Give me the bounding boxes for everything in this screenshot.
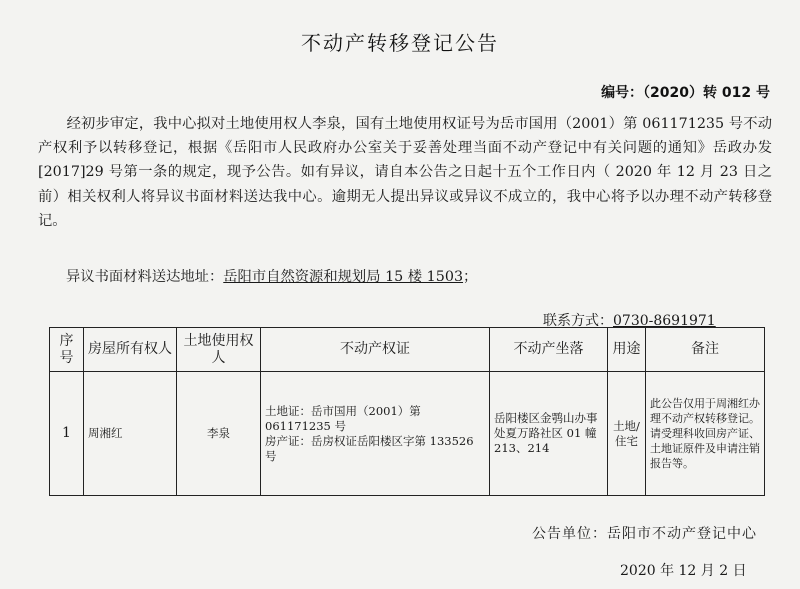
address-suffix: ； xyxy=(463,269,478,285)
land-certificate: 土地证：岳市国用（2001）第 061171235 号 xyxy=(265,403,421,433)
registration-table xyxy=(49,327,765,496)
header-usage: 用途 xyxy=(608,328,646,372)
cell-usage: 土地/住宅 xyxy=(608,372,646,496)
page-title: 不动产转移登记公告 xyxy=(301,31,499,55)
address-value: 岳阳市自然资源和规划局 15 楼 1503 xyxy=(223,269,464,285)
cell-location: 岳阳楼区金鹗山办事处夏万路社区 01 幢 213、214 xyxy=(490,372,608,496)
cell-land-user: 李泉 xyxy=(177,372,261,496)
header-remark: 备注 xyxy=(646,328,765,372)
house-certificate: 房产证：岳房权证岳阳楼区字第 133526 号 xyxy=(265,433,474,463)
issuer-name: 岳阳市不动产登记中心 xyxy=(607,526,757,542)
header-owner: 房屋所有权人 xyxy=(84,328,177,372)
issue-date: 2020 年 12 月 2 日 xyxy=(620,563,747,579)
header-seq: 序号 xyxy=(50,328,84,372)
issuer-label: 公告单位： xyxy=(532,526,607,542)
address-label: 异议书面材料送达地址： xyxy=(66,269,224,285)
cell-seq: 1 xyxy=(50,372,84,496)
cell-owner: 周湘红 xyxy=(84,372,177,496)
cell-certificate xyxy=(261,372,490,496)
table-row xyxy=(50,372,765,496)
header-location: 不动产坐落 xyxy=(490,328,608,372)
notice-body: 经初步审定，我中心拟对土地使用权人李泉，国有土地使用权证号为岳市国用（2001）第 061171235 号不动产权利予以转移登记，根据《岳阳市人民政府办公室关于妥善处理当面不动产登记中有关问题的通知》岳政办发[2017]29 号第一条的规定，现予公告。如有异议，请自本公告之日起十五个工作日内（ 2020 年 12 月 23 日之前）相关权利人将异议书面材料送达我中心。逾期无人提出异议或异议不成立的，我中心将予以办理不动产转移登记。 xyxy=(38,116,772,229)
cell-remark: 此公告仅用于周湘红办理不动产权转移登记。请受理科收回房产证、土地证原件及申请注销报告等。 xyxy=(646,372,765,496)
issuer xyxy=(532,523,757,543)
header-certificate: 不动产权证 xyxy=(261,328,490,372)
objection-address xyxy=(66,266,477,286)
contact-label: 联系方式： xyxy=(543,313,613,329)
table-header-row xyxy=(50,328,765,372)
header-land-user: 土地使用权人 xyxy=(177,328,261,372)
document-number: 编号：（2020）转 012 号 xyxy=(601,85,770,101)
contact-phone: 0730-8691971 xyxy=(613,313,716,329)
